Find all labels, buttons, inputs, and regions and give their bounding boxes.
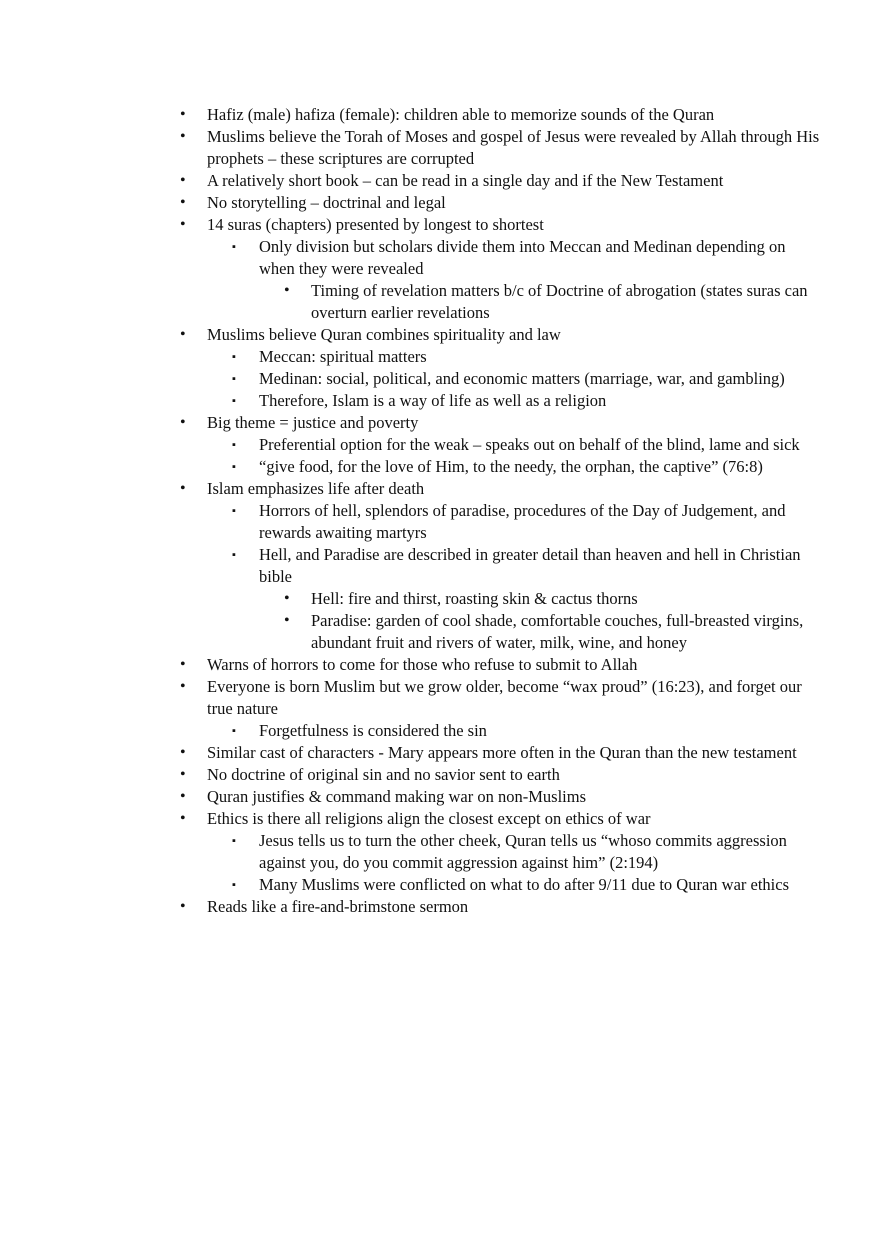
item-text: Muslims believe Quran combines spirituality and law bbox=[207, 325, 561, 344]
item-text: No doctrine of original sin and no savior sent to earth bbox=[207, 765, 560, 784]
sub-list-item bbox=[232, 544, 820, 654]
bullet-square: ▪ bbox=[232, 395, 236, 407]
sub-item-text: Meccan: spiritual matters bbox=[259, 347, 427, 366]
item-text: Big theme = justice and poverty bbox=[207, 413, 419, 432]
item-text: Islam emphasizes life after death bbox=[207, 479, 425, 498]
bullet-disc: • bbox=[180, 326, 186, 343]
bullet-disc: • bbox=[180, 172, 186, 189]
list-item bbox=[0, 764, 880, 786]
item-text: Hafiz (male) hafiza (female): children able to memorize sounds of the Quran bbox=[207, 105, 715, 124]
sub-list-item bbox=[232, 456, 820, 478]
list-item bbox=[0, 808, 880, 896]
sub-item-text: Jesus tells us to turn the other cheek, Quran tells us “whoso commits aggression against you, do you commit aggression against him” (2:194) bbox=[259, 831, 787, 872]
item-text: Everyone is born Muslim but we grow older, become “wax proud” (16:23), and forget our true nature bbox=[207, 677, 802, 718]
bullet-disc: • bbox=[180, 766, 186, 783]
sub-sub-list bbox=[259, 280, 820, 324]
item-text: Muslims believe the Torah of Moses and gospel of Jesus were revealed by Allah through His prophets – these scriptures are corrupted bbox=[207, 127, 820, 168]
bullet-disc: • bbox=[284, 590, 290, 607]
bullet-square: ▪ bbox=[232, 879, 236, 891]
sub-item-text: Horrors of hell, splendors of paradise, procedures of the Day of Judgement, and rewards awaiting martyrs bbox=[259, 501, 786, 542]
sub-list-item bbox=[232, 346, 820, 368]
sub-item-text: Medinan: social, political, and economic matters (marriage, war, and gambling) bbox=[259, 369, 785, 388]
sub-list bbox=[207, 236, 820, 324]
list-item bbox=[0, 896, 880, 918]
sub-list-item bbox=[232, 874, 820, 896]
bullet-disc: • bbox=[180, 744, 186, 761]
bullet-disc: • bbox=[180, 216, 186, 233]
item-text: Warns of horrors to come for those who refuse to submit to Allah bbox=[207, 655, 638, 674]
sub-item-text: Hell, and Paradise are described in greater detail than heaven and hell in Christian bible bbox=[259, 545, 801, 586]
bullet-square: ▪ bbox=[232, 549, 236, 561]
sub-sub-list-item bbox=[284, 280, 820, 324]
list-item bbox=[0, 126, 880, 170]
sub-item-text: Preferential option for the weak – speaks out on behalf of the blind, lame and sick bbox=[259, 435, 800, 454]
bullet-square: ▪ bbox=[232, 351, 236, 363]
item-text: Quran justifies & command making war on non-Muslims bbox=[207, 787, 586, 806]
list-item bbox=[0, 324, 880, 412]
bullet-square: ▪ bbox=[232, 505, 236, 517]
sub-sub-list-item bbox=[284, 588, 820, 610]
notes-list bbox=[0, 104, 880, 918]
list-item bbox=[0, 786, 880, 808]
list-item bbox=[0, 654, 880, 676]
bullet-square: ▪ bbox=[232, 725, 236, 737]
bullet-disc: • bbox=[180, 128, 186, 145]
item-text: Similar cast of characters - Mary appears more often in the Quran than the new testament bbox=[207, 743, 797, 762]
sub-list bbox=[207, 500, 820, 654]
sub-list-item bbox=[232, 434, 820, 456]
sub-item-text: Only division but scholars divide them into Meccan and Medinan depending on when they were revealed bbox=[259, 237, 786, 278]
list-item bbox=[0, 742, 880, 764]
bullet-disc: • bbox=[284, 612, 290, 629]
sub-item-text: “give food, for the love of Him, to the needy, the orphan, the captive” (76:8) bbox=[259, 457, 763, 476]
sub-list-item bbox=[232, 390, 820, 412]
sub-list-item bbox=[232, 368, 820, 390]
list-item bbox=[0, 104, 880, 126]
sub-sub-item-text: Hell: fire and thirst, roasting skin & cactus thorns bbox=[311, 589, 638, 608]
bullet-square: ▪ bbox=[232, 835, 236, 847]
bullet-disc: • bbox=[180, 414, 186, 431]
sub-item-text: Many Muslims were conflicted on what to do after 9/11 due to Quran war ethics bbox=[259, 875, 789, 894]
bullet-square: ▪ bbox=[232, 439, 236, 451]
item-text: 14 suras (chapters) presented by longest to shortest bbox=[207, 215, 544, 234]
bullet-disc: • bbox=[180, 106, 186, 123]
bullet-disc: • bbox=[180, 788, 186, 805]
list-item bbox=[0, 214, 880, 324]
sub-list bbox=[207, 434, 820, 478]
bullet-disc: • bbox=[284, 282, 290, 299]
item-text: No storytelling – doctrinal and legal bbox=[207, 193, 446, 212]
list-item bbox=[0, 170, 880, 192]
sub-sub-list-item bbox=[284, 610, 820, 654]
sub-sub-item-text: Paradise: garden of cool shade, comfortable couches, full-breasted virgins, abundant fruit and rivers of water, milk, wine, and honey bbox=[311, 611, 804, 652]
sub-list bbox=[207, 830, 820, 896]
bullet-disc: • bbox=[180, 810, 186, 827]
list-item bbox=[0, 478, 880, 654]
sub-sub-list bbox=[259, 588, 820, 654]
sub-list bbox=[207, 346, 820, 412]
sub-list-item bbox=[232, 500, 820, 544]
bullet-disc: • bbox=[180, 194, 186, 211]
item-text: A relatively short book – can be read in a single day and if the New Testament bbox=[207, 171, 724, 190]
sub-sub-item-text: Timing of revelation matters b/c of Doctrine of abrogation (states suras can overturn earlier revelations bbox=[311, 281, 808, 322]
list-item bbox=[0, 676, 880, 742]
sub-list bbox=[207, 720, 820, 742]
bullet-square: ▪ bbox=[232, 461, 236, 473]
list-item bbox=[0, 412, 880, 478]
bullet-disc: • bbox=[180, 480, 186, 497]
sub-list-item bbox=[232, 720, 820, 742]
bullet-square: ▪ bbox=[232, 241, 236, 253]
item-text: Reads like a fire-and-brimstone sermon bbox=[207, 897, 469, 916]
bullet-disc: • bbox=[180, 898, 186, 915]
sub-list-item bbox=[232, 236, 820, 324]
sub-list-item bbox=[232, 830, 820, 874]
item-text: Ethics is there all religions align the closest except on ethics of war bbox=[207, 809, 651, 828]
bullet-disc: • bbox=[180, 678, 186, 695]
list-item bbox=[0, 192, 880, 214]
bullet-square: ▪ bbox=[232, 373, 236, 385]
sub-item-text: Forgetfulness is considered the sin bbox=[259, 721, 487, 740]
bullet-disc: • bbox=[180, 656, 186, 673]
sub-item-text: Therefore, Islam is a way of life as well as a religion bbox=[259, 391, 607, 410]
